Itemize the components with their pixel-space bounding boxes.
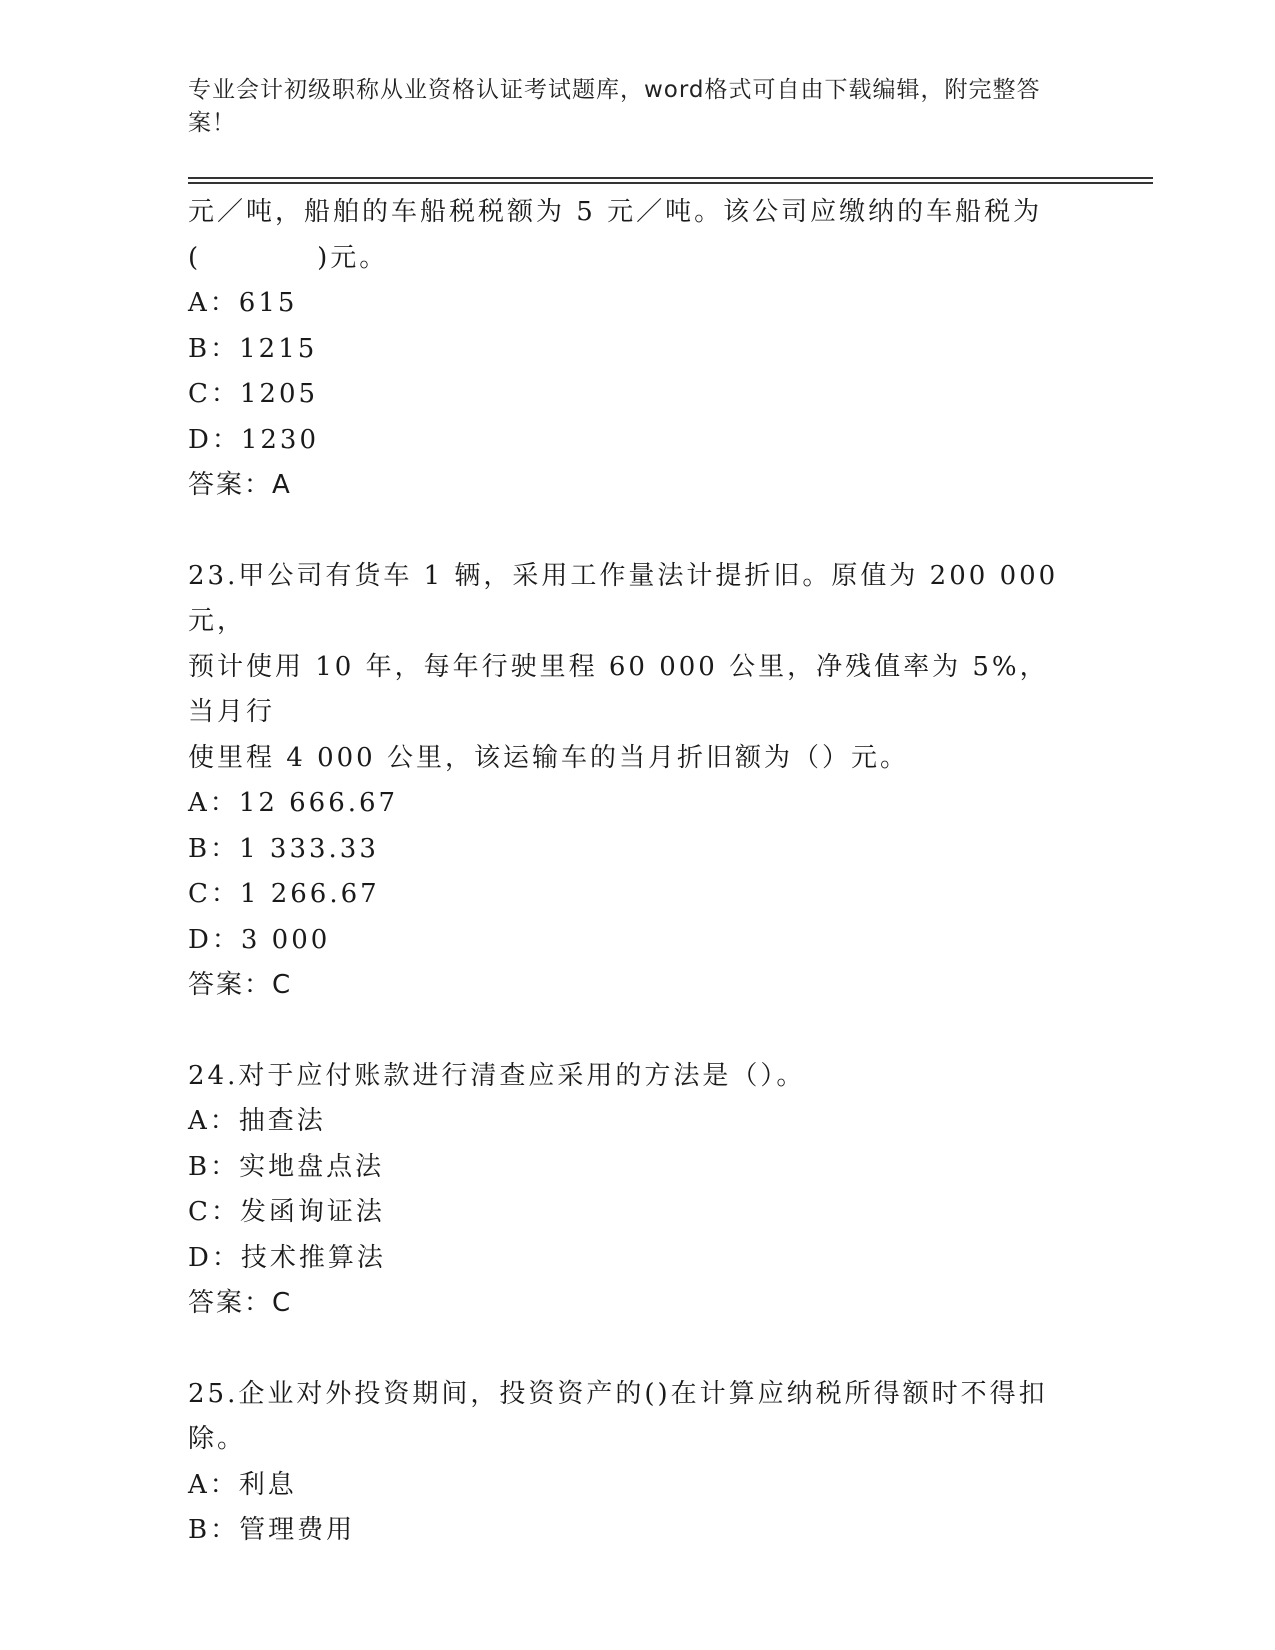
option-b: B：1215 [188, 333, 318, 364]
option-a: A：615 [188, 288, 298, 318]
question-24 [188, 1054, 1068, 1327]
question-25 [188, 1372, 1068, 1554]
question-23 [188, 554, 1068, 1009]
option-a: A：12 666.67 [188, 788, 399, 818]
question-stem-line: 使里程 4 000 公里，该运输车的当月折旧额为（）元。 [188, 742, 909, 773]
header-divider [188, 177, 1153, 179]
question-stem-line: 24.对于应付账款进行清查应采用的方法是（）。 [188, 1060, 806, 1091]
option-a: A：抽查法 [188, 1106, 326, 1136]
page-header: 专业会计初级职称从业资格认证考试题库，word格式可自由下载编辑，附完整答案！ [188, 77, 1041, 136]
option-b: B：实地盘点法 [188, 1151, 385, 1182]
question-stem-line: 25.企业对外投资期间，投资资产的()在计算应纳税所得额时不得扣 [188, 1378, 1048, 1409]
question-stem-line: 23.甲公司有货车 1 辆，采用工作量法计提折旧。原值为 200 000 元， [188, 560, 1070, 636]
option-d: D：1230 [188, 424, 320, 455]
answer-line: 答案：C [188, 970, 293, 1000]
option-d: D：技术推算法 [188, 1242, 386, 1273]
question-stem-line: 除。 [188, 1424, 247, 1454]
option-c: C：1 266.67 [188, 879, 380, 909]
header-divider-secondary [188, 182, 1153, 184]
option-a: A：利息 [188, 1469, 297, 1500]
option-c: C：1205 [188, 379, 319, 409]
option-c: C：发函询证法 [188, 1197, 385, 1227]
option-b: B：管理费用 [188, 1515, 356, 1545]
question-stem-line: ( )元。 [188, 242, 389, 273]
answer-line: 答案：C [188, 1288, 293, 1318]
question-stem-line: 预计使用 10 年，每年行驶里程 60 000 公里，净残值率为 5%，当月行 [188, 651, 1049, 727]
option-d: D：3 000 [188, 924, 331, 955]
answer-line: 答案：A [188, 470, 292, 500]
question-22-continuation [188, 190, 1068, 509]
option-b: B：1 333.33 [188, 833, 379, 864]
question-stem-line: 元／吨，船舶的车船税税额为 5 元／吨。该公司应缴纳的车船税为 [188, 197, 1043, 227]
document-body [188, 190, 1068, 1554]
